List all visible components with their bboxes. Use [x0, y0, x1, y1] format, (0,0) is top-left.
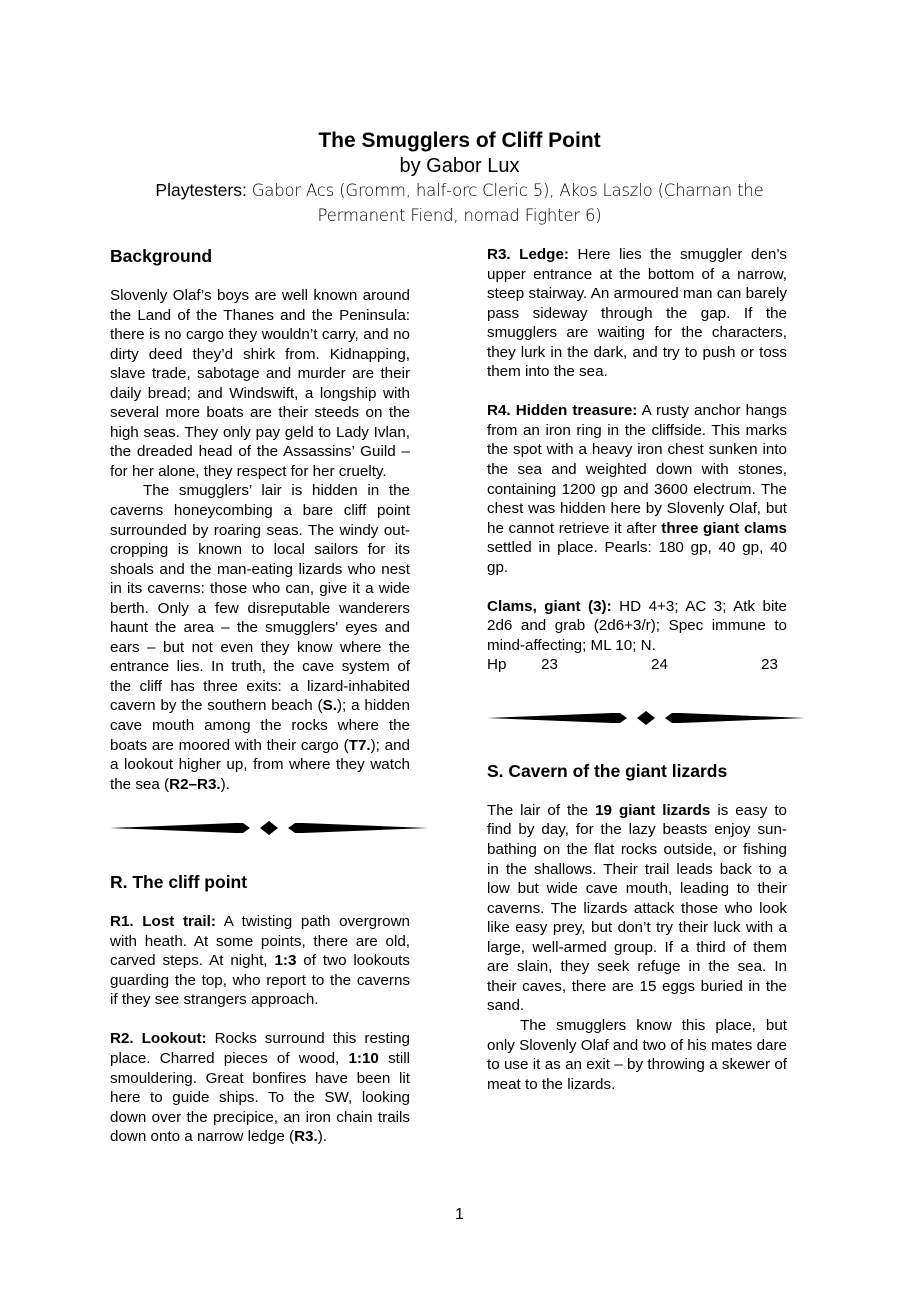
background-paragraph-1: Slovenly Olaf’s boys are well known around the Land of the Thanes and the Peninsula: there is no cargo they wouldn’t carry, and no dirty deed they’d shirk from. Kidnapping, slave trade, sabotage and murder are their daily bread; and Windswift, a longship with several more boats are their steeds on the high seas. They only pay geld to Lady Ivlan, the dreaded head of the Assassins’ Guild – for her alone, they respect for her cruelty. [110, 287, 410, 480]
ref-r3: R3. [294, 1128, 318, 1146]
r1-entry: R1. Lost trail: A twisting path overgrown with heath. At some points, there are old, carved steps. At night, 1:3 of two lookouts guarding the top, who report to the caverns if they see strangers approach. [110, 913, 410, 1009]
clams-hp-row [487, 655, 787, 675]
playtesters-line [0, 178, 919, 228]
cliff-point-heading: R. The cliff point [110, 872, 248, 893]
author-line: by Gabor Lux [399, 155, 520, 177]
title-block [0, 128, 919, 228]
clams-stat-block: Clams, giant (3): HD 4+3; AC 3; Atk bite 2d6 and grab (2d6+3/r); Spec immune to mind-affecting; ML 10; N. [487, 597, 787, 654]
background-paragraph-2: The smugglers’ lair is hidden in the caverns honeycombing a bare cliff point surrounded by roaring seas. The windy out-cropping is known to local sailors for its shoals and the man-eating lizards who nest in its caverns: those who can, give it a wide berth. Only a few disreputable wanderers haunt the area – the smugglers' eyes and ears – but not even they know where the entrance lies. In truth, the cave system of the cliff has three exits: a lizard-inhabited cavern by the southern beach (S.); a hidden cave mouth among the rocks where the boats are moored with their cargo (T7.); and a lookout higher up, from where they watch the sea (R2–R3.). [110, 482, 410, 793]
left-column [110, 245, 410, 1147]
section-divider [487, 708, 803, 728]
ornament-divider-icon [487, 708, 805, 728]
ref-s: S. [322, 697, 337, 715]
background-heading: Background [110, 246, 213, 266]
r2-entry: R2. Lookout: Rocks surround this resting place. Charred pieces of wood, 1:10 still smouldering. Great bonfires have been lit here to guide ships. To the SW, looking down over the precipice, an iron chain trails down onto a narrow ledge (R3.). [110, 1030, 411, 1146]
r4-label: R4. Hidden treasure: [487, 402, 638, 420]
r3-label: R3. Ledge: [487, 246, 569, 263]
playtesters-label: Playtesters: [155, 180, 247, 200]
ornament-divider-icon [110, 818, 428, 838]
right-column [487, 245, 787, 1094]
document-title: The Smugglers of Cliff Point [318, 129, 601, 152]
hp-value: 24 [651, 656, 668, 674]
ref-t7: T7. [348, 736, 371, 754]
section-divider [110, 818, 426, 838]
r4-entry: R4. Hidden treasure: A rusty anchor hangs from an iron ring in the cliffside. This marks the spot with a heavy iron chest sunken into the sea and weighted down with stones, containing 1200 gp and 3600 electrum. The chest was hidden here by Slovenly Olaf, but he cannot retrieve it after three giant clams settled in place. Pearls: 180 gp, 40 gp, 40 gp. [487, 402, 788, 576]
r2-label: R2. Lookout: [110, 1030, 207, 1048]
page-number: 1 [455, 1206, 464, 1223]
r1-label: R1. Lost trail: [110, 913, 216, 931]
r3-entry: R3. Ledge: Here lies the smuggler den’s upper entrance at the bottom of a narrow, steep stairway. An armoured man can barely pass sideway through the gap. If the smugglers are waiting for the characters, they lurk in the dark, and try to push or toss them into the sea. [487, 246, 787, 381]
hp-value: 23 [761, 656, 778, 674]
hp-label: Hp [487, 656, 507, 674]
playtesters-names: Gabor Acs (Gromm, half-orc Cleric 5), Akos Laszlo (Charnan the Permanent Fiend, nomad Fighter 6) [251, 181, 764, 225]
ref-r2-r3: R2–R3. [169, 775, 221, 793]
hp-value: 23 [541, 656, 558, 674]
cavern-paragraph-1: The lair of the 19 giant lizards is easy to find by day, for the lazy beasts enjoy sun-bathing on the flat rocks outside, or fishing in the shallows. Their trail leads back to a low but wide cave mouth, leading to their caverns. The lizards attack those who look like easy prey, but don’t try their luck with a large, well-armed group. If a third of them are slain, they seek refuge in the sea. In their caves, there are 15 eggs buried in the sand. [487, 801, 787, 1015]
cavern-heading: S. Cavern of the giant lizards [487, 760, 728, 781]
cavern-paragraph-2: The smugglers know this place, but only Slovenly Olaf and two of his mates dare to use it as an exit – by throwing a skewer of meat to the lizards. [487, 1016, 787, 1093]
clams-label: Clams, giant (3): [487, 597, 612, 615]
